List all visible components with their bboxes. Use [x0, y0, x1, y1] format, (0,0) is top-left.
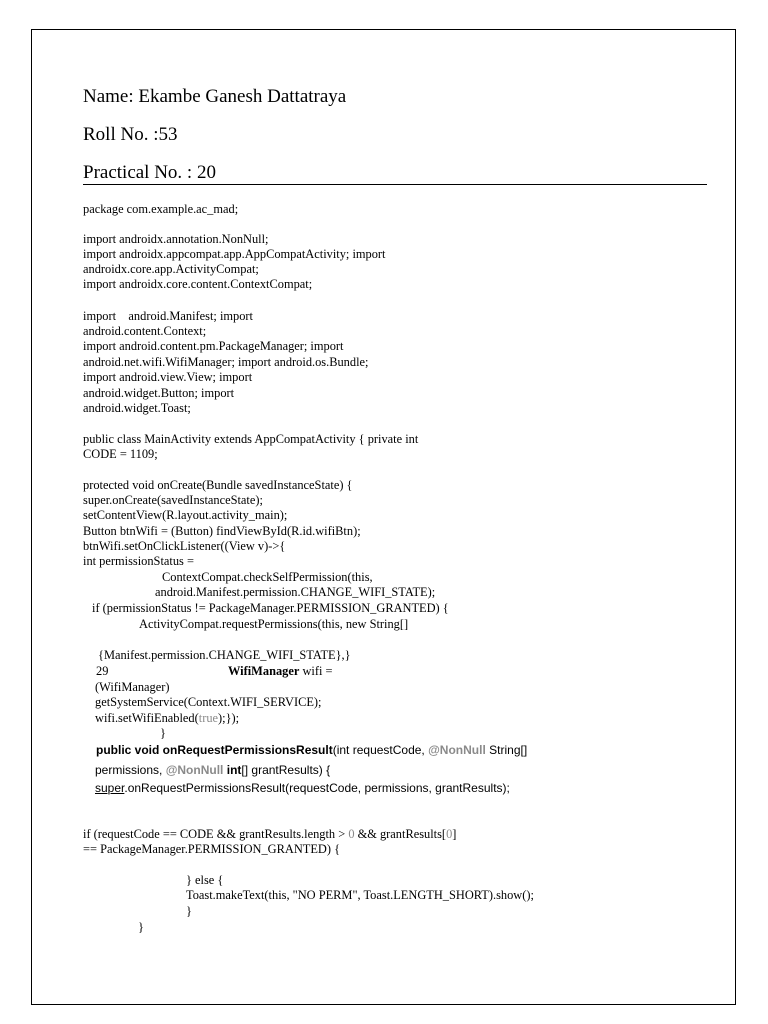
practical-number: Practical No. : 20: [83, 162, 216, 183]
code-line: public void onRequestPermissionsResult(int requestCode, @NonNull String[]: [96, 743, 528, 757]
code-line: Button btnWifi = (Button) findViewById(R.id.wifiBtn);: [83, 524, 361, 538]
code-line: }: [160, 726, 166, 740]
code-line: (WifiManager): [95, 680, 170, 694]
code-line: if (requestCode == CODE && grantResults.length > 0 && grantResults[0]: [83, 827, 457, 841]
code-line: android.Manifest.permission.CHANGE_WIFI_STATE);: [155, 585, 436, 599]
page-number: 29: [96, 664, 109, 678]
code-line: Toast.makeText(this, "NO PERM", Toast.LENGTH_SHORT).show();: [186, 888, 534, 902]
code-line: import android.content.pm.PackageManager; import: [83, 339, 344, 353]
code-line: {Manifest.permission.CHANGE_WIFI_STATE},}: [98, 648, 351, 662]
code-line: }: [186, 904, 192, 918]
code-line: == PackageManager.PERMISSION_GRANTED) {: [83, 842, 341, 856]
code-line: android.net.wifi.WifiManager; import android.os.Bundle;: [83, 355, 369, 369]
code-line: import androidx.annotation.NonNull;: [83, 232, 269, 246]
code-line: import android.Manifest; import: [83, 309, 254, 323]
code-line: permissions, @NonNull int[] grantResults) {: [95, 763, 331, 777]
roll-number: Roll No. :53: [83, 124, 178, 145]
code-line: androidx.core.app.ActivityCompat;: [83, 262, 259, 276]
code-line: protected void onCreate(Bundle savedInstanceState) {: [83, 478, 353, 492]
code-line: public class MainActivity extends AppCompatActivity { private int: [83, 432, 419, 446]
code-line: import androidx.core.content.ContextCompat;: [83, 277, 313, 291]
code-line: ContextCompat.checkSelfPermission(this,: [162, 570, 373, 584]
code-line: CODE = 1109;: [83, 447, 158, 461]
code-line: android.widget.Button; import: [83, 386, 235, 400]
code-line: import androidx.appcompat.app.AppCompatActivity; import: [83, 247, 386, 261]
code-line: package com.example.ac_mad;: [83, 202, 239, 216]
code-line: super.onRequestPermissionsResult(requestCode, permissions, grantResults);: [95, 781, 510, 795]
code-line: if (permissionStatus != PackageManager.PERMISSION_GRANTED) {: [92, 601, 449, 615]
code-line: int permissionStatus =: [83, 554, 194, 568]
code-line: super.onCreate(savedInstanceState);: [83, 493, 263, 507]
code-line: }: [138, 920, 144, 934]
code-line: } else {: [186, 873, 224, 887]
code-line: btnWifi.setOnClickListener((View v)->{: [83, 539, 286, 553]
student-name: Name: Ekambe Ganesh Dattatraya: [83, 86, 347, 107]
code-line: getSystemService(Context.WIFI_SERVICE);: [95, 695, 322, 709]
code-line: ActivityCompat.requestPermissions(this, new String[]: [139, 617, 409, 631]
code-line: wifi.setWifiEnabled(true);});: [95, 711, 240, 725]
code-line: android.widget.Toast;: [83, 401, 191, 415]
code-line: import android.view.View; import: [83, 370, 253, 384]
code-line: WifiManager wifi =: [228, 664, 333, 678]
code-line: android.content.Context;: [83, 324, 207, 338]
header-divider: [83, 184, 707, 185]
code-line: setContentView(R.layout.activity_main);: [83, 508, 288, 522]
